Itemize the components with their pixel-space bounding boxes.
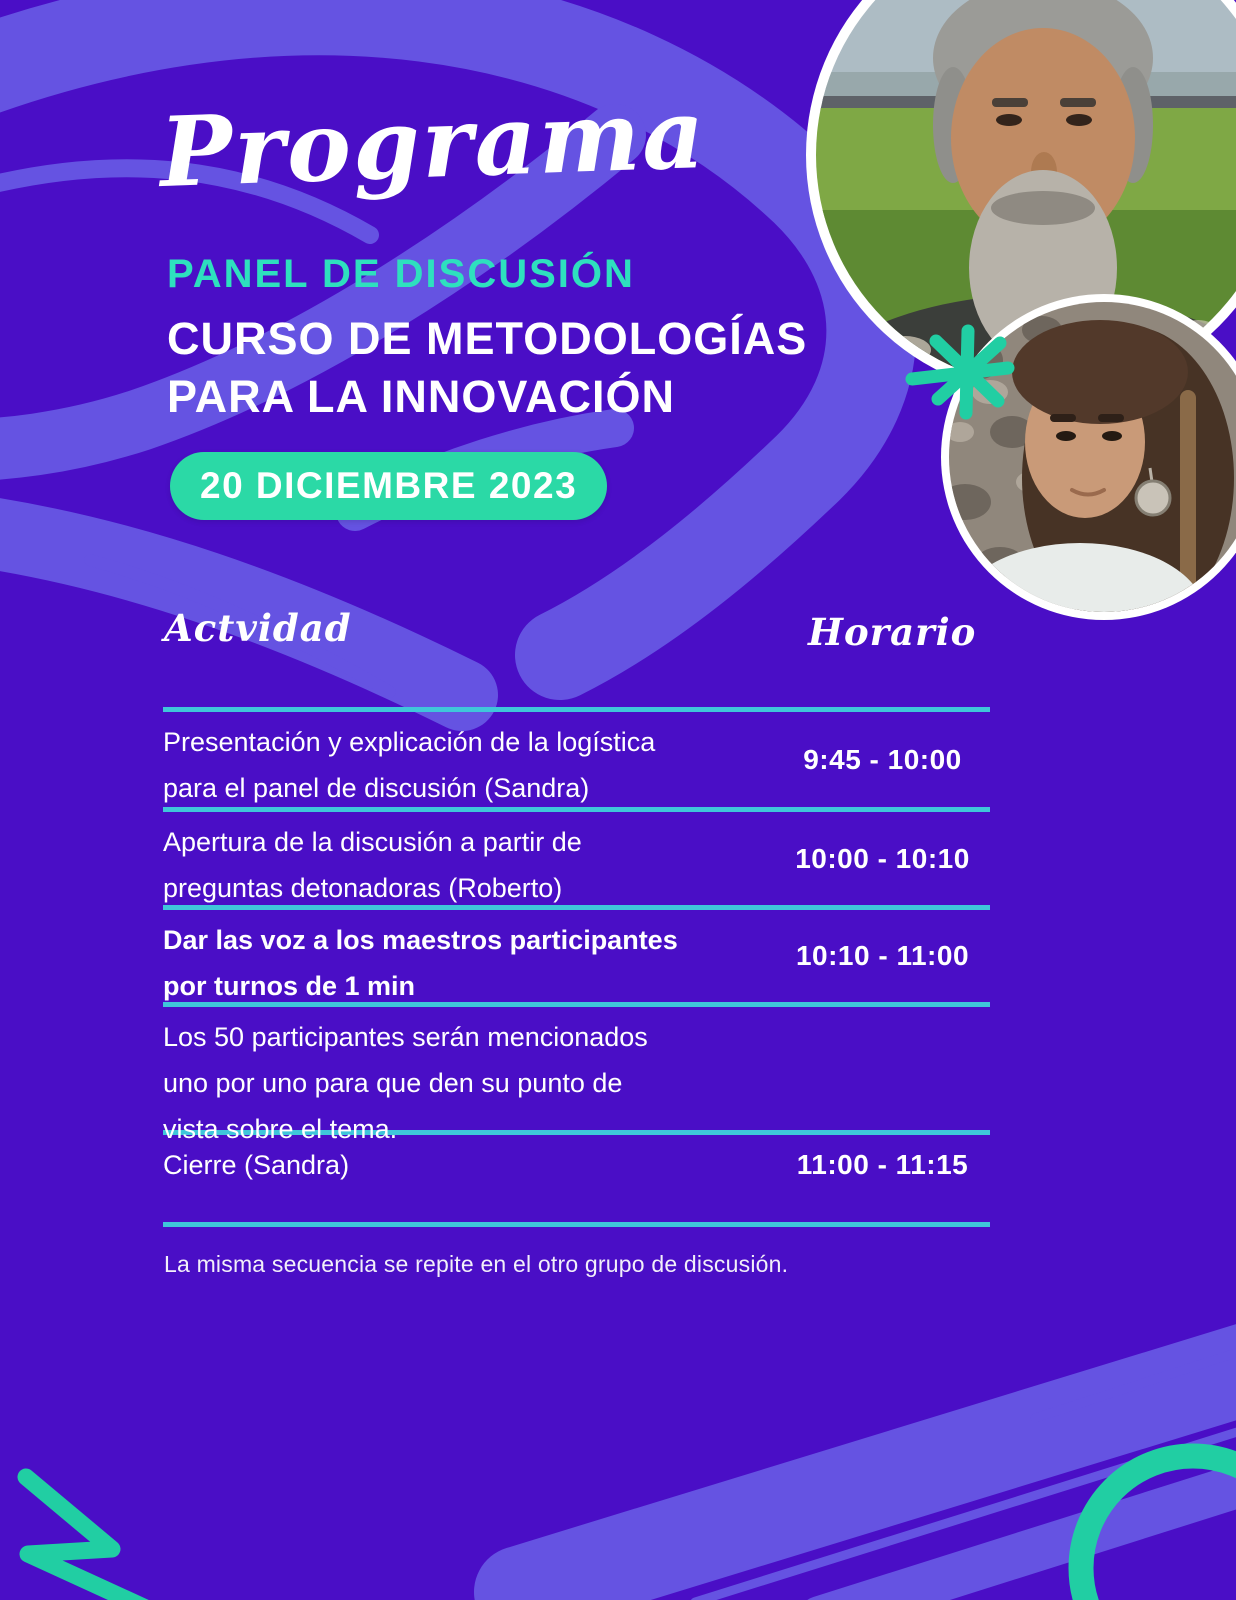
table-row bbox=[163, 1002, 990, 1144]
time-cell: 11:00 - 11:15 bbox=[796, 1149, 969, 1180]
activity-cell: Cierre (Sandra) bbox=[163, 1150, 350, 1180]
footnote: La misma secuencia se repite en el otro grupo de discusión. bbox=[164, 1251, 789, 1277]
time-cell: 9:45 - 10:00 bbox=[803, 743, 962, 775]
table-row bbox=[163, 707, 990, 807]
activity-cell: Los 50 participantes serán mencionados uno por uno para que den su punto de vista sobre el tema. bbox=[163, 1022, 648, 1144]
column-header-activity: Actvidad bbox=[164, 606, 352, 650]
table-row bbox=[163, 905, 990, 1002]
time-cell: 10:00 - 10:10 bbox=[795, 842, 970, 874]
activity-cell: Dar las voz a los maestros participantes por turnos de 1 min bbox=[163, 925, 678, 1001]
column-header-time: Horario bbox=[808, 610, 977, 654]
time-cell: 10:10 - 11:00 bbox=[795, 940, 970, 971]
time-cell bbox=[775, 1007, 990, 1130]
course-line-1: CURSO DE METODOLOGÍAS bbox=[167, 313, 808, 364]
activity-cell: Presentación y explicación de la logística para el panel de discusión (Sandra) bbox=[163, 727, 656, 803]
table-row bbox=[163, 1130, 990, 1227]
poster-course-title bbox=[167, 310, 807, 426]
date-badge: 20 DICIEMBRE 2023 bbox=[170, 452, 607, 520]
course-line-2: PARA LA INNOVACIÓN bbox=[167, 371, 675, 422]
poster-title: Programa bbox=[158, 76, 709, 209]
schedule-table bbox=[163, 707, 990, 1227]
poster-category: PANEL DE DISCUSIÓN bbox=[167, 252, 635, 296]
squiggle-stroke bbox=[26, 1477, 172, 1600]
table-row bbox=[163, 807, 990, 905]
activity-cell: Apertura de la discusión a partir de preguntas detonadoras (Roberto) bbox=[163, 827, 582, 903]
